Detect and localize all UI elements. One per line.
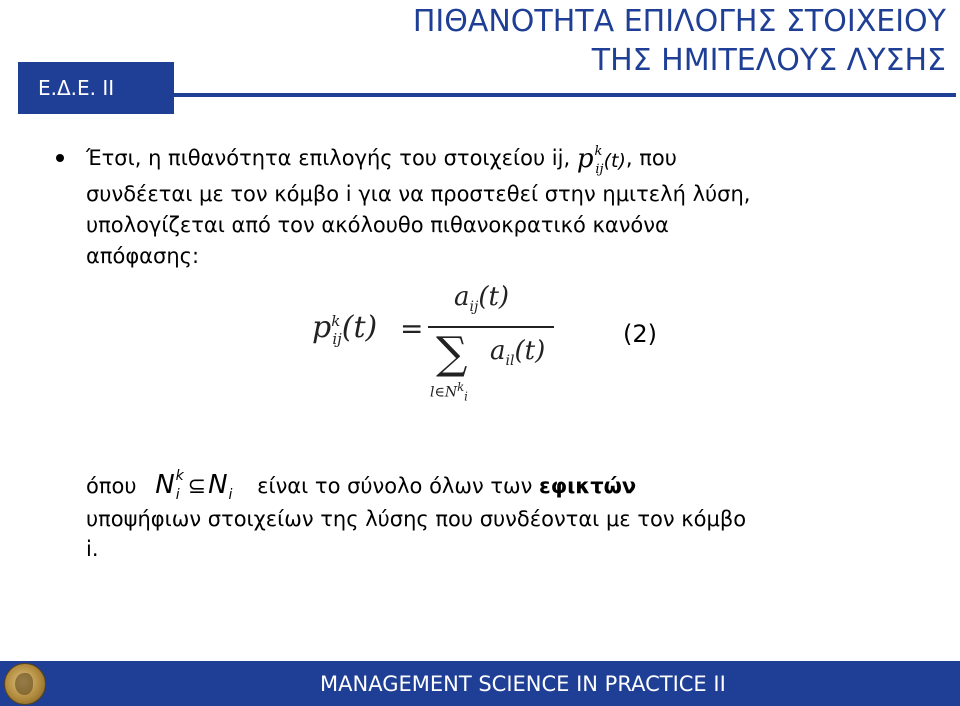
paragraph-line-3: υπολογίζεται από τον ακόλουθο πιθανοκρατικό κανόνα <box>86 213 669 237</box>
bullet-dot-icon <box>56 154 64 162</box>
title-underline <box>174 93 956 97</box>
paragraph-line-2: συνδέεται με τον κόμβο i για να προστεθεί στην ημιτελή λύση, <box>86 182 751 206</box>
formula-sum-sign: ∑ <box>436 328 468 379</box>
probability-formula <box>312 282 582 407</box>
note-line-3: i. <box>86 537 99 561</box>
inline-probability-symbol: $p^k_{ij}(t)$ <box>576 144 626 177</box>
paragraph-text-1: Έτσι, η πιθανότητα επιλογής του στοιχείου ij, <box>86 146 571 170</box>
slide-title-line-1: ΠΙΘΑΝΟΤΗΤΑ ΕΠΙΛΟΓΗΣ ΣΤΟΙΧΕΙΟΥ <box>412 4 946 39</box>
definition-note <box>86 470 936 564</box>
formula-denominator: $a_{il}(t)$ <box>490 336 546 370</box>
main-paragraph <box>86 143 936 272</box>
note-line-2: υποψήφιων στοιχείων της λύσης που συνδέονται με τον κόμβο <box>86 507 747 531</box>
slide-title <box>413 2 946 80</box>
subset-symbol: ⊆ <box>187 474 207 499</box>
paragraph-text-2: , που <box>625 146 677 170</box>
slide-title-line-2: ΤΗΣ ΗΜΙΤΕΛΟΥΣ ΛΥΣΗΣ <box>591 43 946 78</box>
note-line-1: όπου $N^k_i$ $⊆N_i$ είναι το σύνολο όλων των εφικτών <box>86 468 637 503</box>
formula-equals: = <box>400 312 424 345</box>
course-badge-label: Ε.Δ.Ε. ΙΙ <box>38 76 115 100</box>
set-symbol-nk: $N^k_i$ <box>155 468 184 503</box>
set-symbol-n: $N_i$ <box>208 470 233 503</box>
coin-logo-icon <box>4 663 46 705</box>
footer-title: MANAGEMENT SCIENCE IN PRACTICE II <box>320 672 726 696</box>
paragraph-line-4: απόφασης: <box>86 244 200 268</box>
equation-number: (2) <box>623 320 657 348</box>
paragraph-line-1 <box>86 143 936 179</box>
formula-sum-limit: $l\in N^k_i$ <box>430 380 468 404</box>
formula-numerator: $a_{ij}(t)$ <box>454 282 510 316</box>
bold-word: εφικτών <box>539 474 637 498</box>
formula-lhs: $p^k_{ij}(t)$ <box>312 310 378 348</box>
course-badge <box>18 62 174 114</box>
